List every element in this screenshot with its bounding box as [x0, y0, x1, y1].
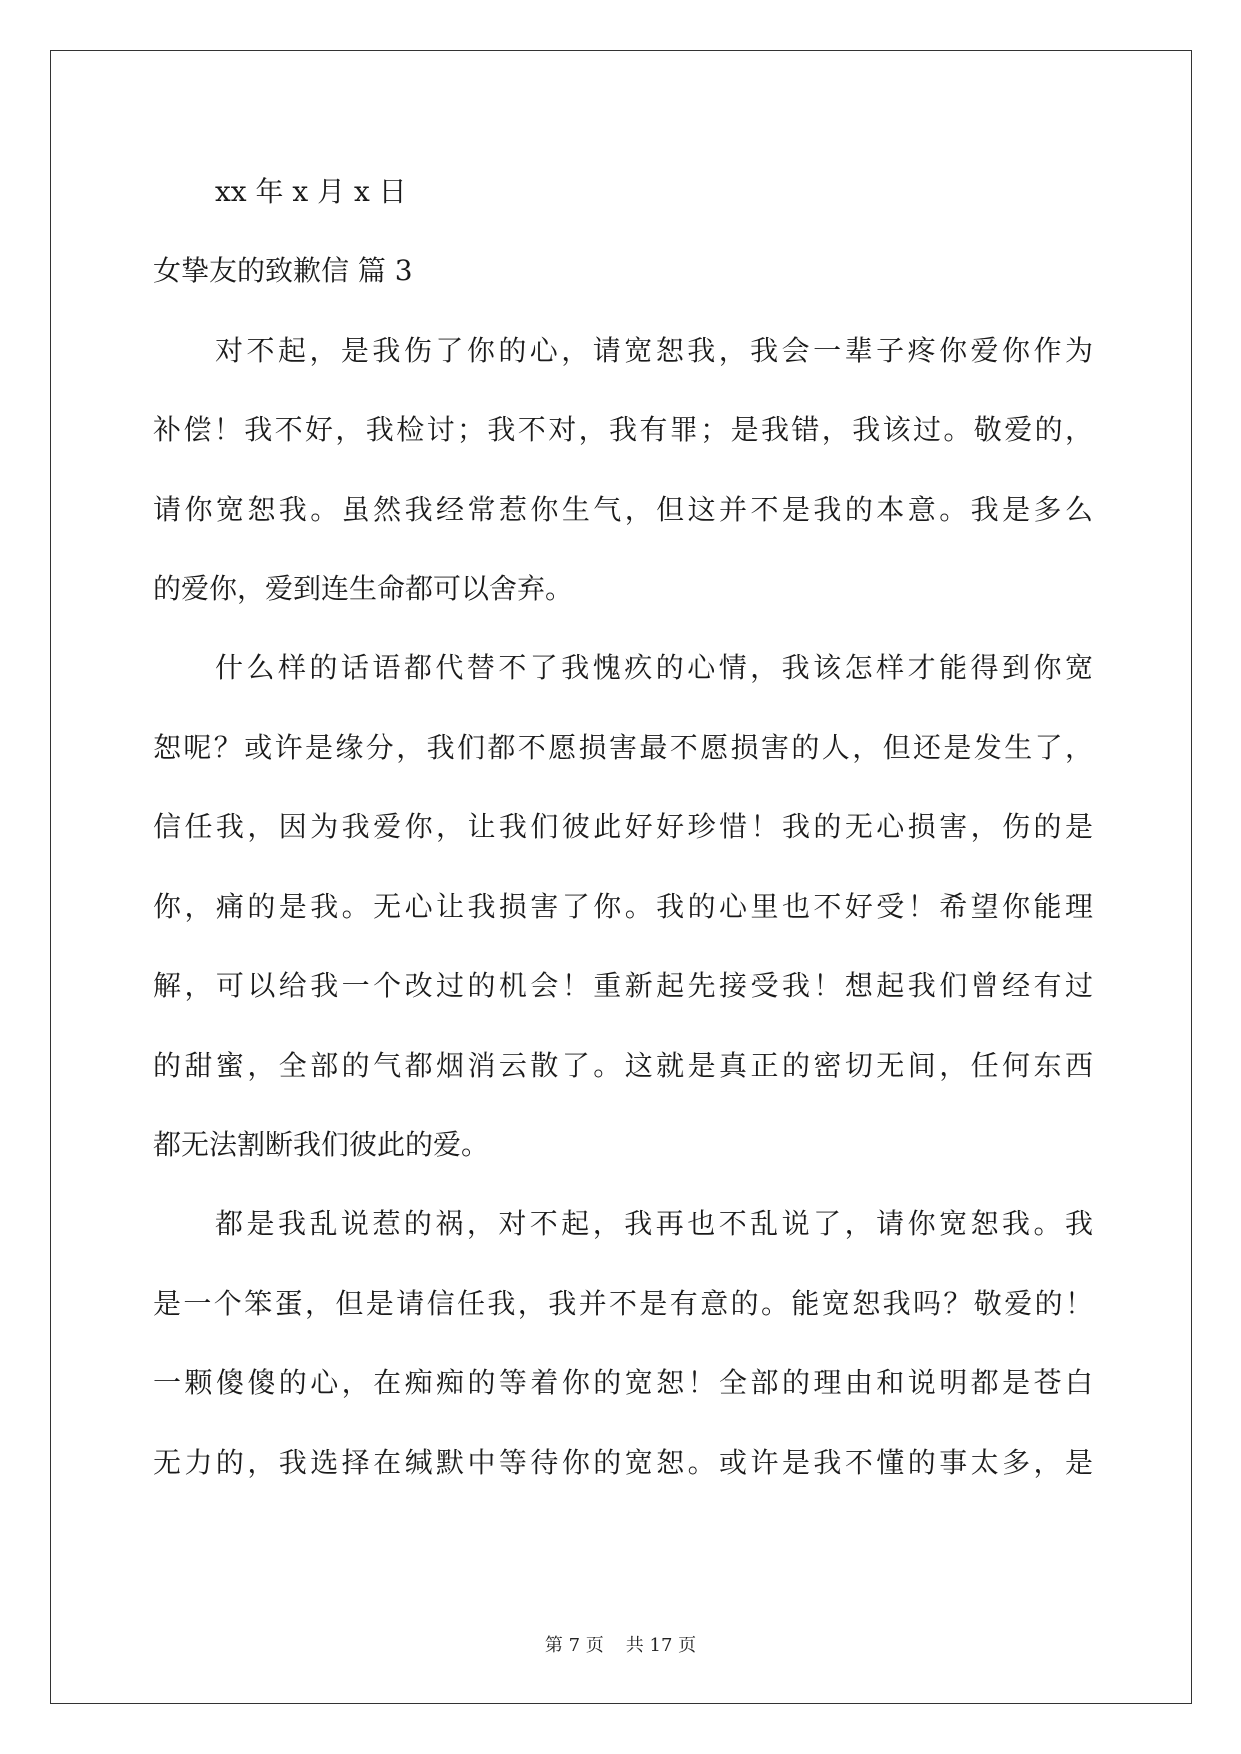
page-number: 第 7 页 [544, 1635, 604, 1656]
paragraph-line: 补偿！我不好，我检讨；我不对，我有罪；是我错，我该过。敬爱的， [153, 413, 1093, 446]
paragraph-line: 什么样的话语都代替不了我愧疚的心情，我该怎样才能得到你宽 [215, 651, 1093, 684]
paragraph-line: 的爱你，爱到连生命都可以舍弃。 [153, 572, 574, 605]
paragraph-line: 都是我乱说惹的祸，对不起，我再也不乱说了，请你宽恕我。我 [215, 1207, 1093, 1240]
paragraph-line: 都无法割断我们彼此的爱。 [153, 1128, 490, 1161]
paragraph-line: 解，可以给我一个改过的机会！重新起先接受我！想起我们曾经有过 [153, 969, 1093, 1002]
paragraph-line: 无力的，我选择在缄默中等待你的宽恕。或许是我不懂的事太多，是 [153, 1446, 1093, 1479]
paragraph-line: 一颗傻傻的心，在痴痴的等着你的宽恕！全部的理由和说明都是苍白 [153, 1366, 1093, 1399]
paragraph-line: 恕呢？或许是缘分，我们都不愿损害最不愿损害的人，但还是发生了， [153, 731, 1093, 764]
date-line: xx 年 x 月 x 日 [215, 175, 407, 208]
page-total: 共 17 页 [625, 1635, 697, 1656]
paragraph-line: 对不起，是我伤了你的心，请宽恕我，我会一辈子疼你爱你作为 [215, 334, 1093, 367]
page-footer [0, 1634, 1241, 1658]
paragraph-line: 信任我，因为我爱你，让我们彼此好好珍惜！我的无心损害，伤的是 [153, 810, 1093, 843]
paragraph-line: 的甜蜜，全部的气都烟消云散了。这就是真正的密切无间，任何东西 [153, 1049, 1093, 1082]
paragraph-line: 请你宽恕我。虽然我经常惹你生气，但这并不是我的本意。我是多么 [153, 493, 1093, 526]
paragraph-line: 是一个笨蛋，但是请信任我，我并不是有意的。能宽恕我吗？敬爱的！ [153, 1287, 1093, 1320]
section-heading: 女挚友的致歉信 篇 3 [153, 254, 413, 287]
paragraph-line: 你，痛的是我。无心让我损害了你。我的心里也不好受！希望你能理 [153, 890, 1093, 923]
